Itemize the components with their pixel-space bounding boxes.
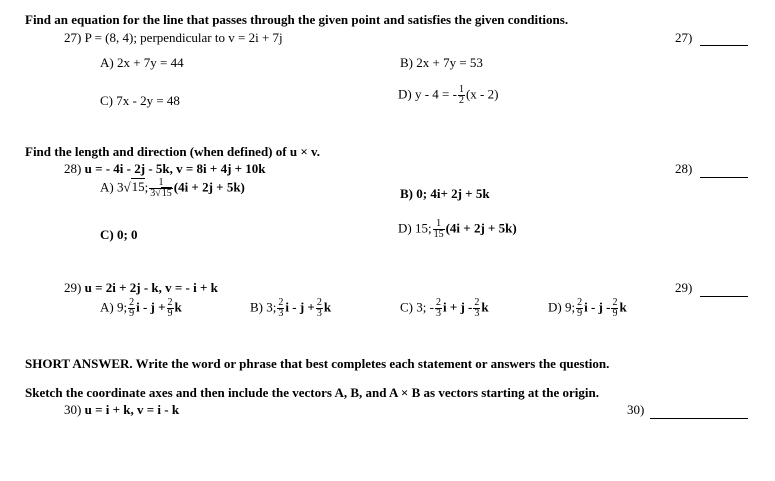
question-27-prompt: 27) P = (8, 4); perpendicular to v = 2i + 7j: [64, 30, 283, 45]
choice-27-d-prefix: D) y - 4 = -: [398, 86, 457, 102]
fraction: [435, 298, 442, 319]
term: k: [481, 299, 489, 315]
numerator: 1: [158, 177, 164, 188]
numerator: 2: [612, 297, 618, 308]
question-30-number: 30): [627, 402, 645, 417]
answer-blank-28[interactable]: [700, 177, 748, 178]
choice-27-a[interactable]: A) 2x + 7y = 44: [100, 55, 184, 70]
denominator: 15: [433, 229, 444, 240]
fraction: [128, 298, 135, 319]
choice-28-a-prefix: A) 3: [100, 179, 124, 195]
section-instruction: Find an equation for the line that passes through the given point and satisfies the given conditions.: [25, 12, 569, 27]
term: i - j -: [584, 299, 611, 315]
choice-28-c-text: C) 0; 0: [100, 227, 138, 242]
radicand: 15: [131, 179, 145, 195]
question-28-prefix: 28): [64, 161, 85, 176]
term: i + j -: [442, 299, 473, 315]
numerator: 2: [435, 297, 441, 308]
question-27-number: 27): [675, 30, 693, 45]
fraction: [611, 298, 618, 319]
choice-29-a[interactable]: [100, 298, 182, 319]
term: k: [174, 299, 182, 315]
term: i - j +: [136, 299, 166, 315]
denominator: 9: [167, 308, 173, 319]
numerator: 2: [577, 297, 583, 308]
denominator: 3: [435, 308, 441, 319]
choice-29-a-prefix: A) 9;: [100, 299, 128, 315]
choice-28-d[interactable]: [398, 219, 517, 240]
numerator: 2: [167, 297, 173, 308]
choice-28-c[interactable]: [100, 227, 138, 243]
choice-28-a[interactable]: A) 3√15; $\frac{1}{3√15}$ (4i + 2j + 5k): [100, 177, 245, 199]
section-instruction-2: Find the length and direction (when defined) of u × v.: [25, 144, 321, 159]
question-28-vectors: u = - 4i - 2j - 5k, v = 8i + 4j + 10k: [84, 161, 266, 176]
answer-blank-29[interactable]: [700, 296, 748, 297]
denominator: 3: [474, 308, 480, 319]
denominator: 3: [278, 308, 284, 319]
fraction: [316, 298, 323, 319]
fraction: [576, 298, 583, 319]
denominator: 9: [577, 308, 583, 319]
choice-29-d[interactable]: [548, 298, 627, 319]
choice-27-b[interactable]: B) 2x + 7y = 53: [400, 55, 483, 70]
choice-28-d-vector: (4i + 2j + 5k): [445, 220, 517, 236]
choice-29-b-prefix: B) 3;: [250, 299, 277, 315]
question-30-vectors: u = i + k, v = i - k: [84, 402, 180, 417]
question-29-prefix: 29): [64, 280, 85, 295]
answer-blank-27[interactable]: [700, 45, 748, 46]
denominator: 2: [458, 95, 464, 106]
term: k: [619, 299, 627, 315]
choice-28-a-vector: (4i + 2j + 5k): [173, 179, 245, 195]
denominator: 9: [612, 308, 618, 319]
choice-28-d-prefix: D) 15;: [398, 220, 432, 236]
choice-29-c[interactable]: [400, 298, 489, 319]
question-30-prompt: [64, 402, 179, 418]
question-28-number: 28): [675, 161, 693, 176]
term: k: [323, 299, 332, 315]
numerator: 2: [316, 297, 322, 308]
term: i - j +: [285, 299, 315, 315]
choice-28-b[interactable]: [400, 186, 490, 202]
numerator: 1: [436, 218, 442, 229]
short-answer-heading: SHORT ANSWER. Write the word or phrase that best completes each statement or answers the question.: [25, 356, 610, 371]
fraction: [277, 298, 284, 319]
choice-29-d-prefix: D) 9;: [548, 299, 576, 315]
numerator: 1: [458, 84, 464, 95]
choice-28-b-text: B) 0; 4i+ 2j + 5k: [400, 186, 490, 201]
fraction: [458, 85, 465, 106]
choice-27-d[interactable]: [398, 85, 498, 106]
fraction: [473, 298, 480, 319]
separator: ;: [144, 179, 149, 195]
denominator: 9: [129, 308, 135, 319]
choice-27-d-suffix: (x - 2): [465, 86, 499, 102]
denominator: 3√15: [150, 188, 172, 199]
fraction: [149, 178, 173, 199]
choice-29-c-prefix: C) 3; -: [400, 299, 434, 315]
numerator: 2: [129, 297, 135, 308]
choice-29-b[interactable]: [250, 298, 331, 319]
short-answer-instruction: Sketch the coordinate axes and then include the vectors A, B, and A × B as vectors starting at the origin.: [25, 385, 599, 400]
question-29-vectors: u = 2i + 2j - k, v = - i + k: [84, 280, 218, 295]
numerator: 2: [474, 297, 480, 308]
denominator-radicand: 15: [161, 188, 172, 199]
denominator-coefficient: 3: [150, 188, 156, 199]
fraction: [167, 298, 174, 319]
numerator: 2: [278, 297, 284, 308]
answer-blank-30[interactable]: [650, 418, 748, 419]
question-29-prompt: [64, 280, 218, 296]
denominator: 3: [316, 308, 322, 319]
question-28-prompt: [64, 161, 266, 177]
question-29-number: 29): [675, 280, 693, 295]
question-30-prefix: 30): [64, 402, 85, 417]
choice-27-c[interactable]: C) 7x - 2y = 48: [100, 93, 180, 108]
fraction: [433, 219, 445, 240]
